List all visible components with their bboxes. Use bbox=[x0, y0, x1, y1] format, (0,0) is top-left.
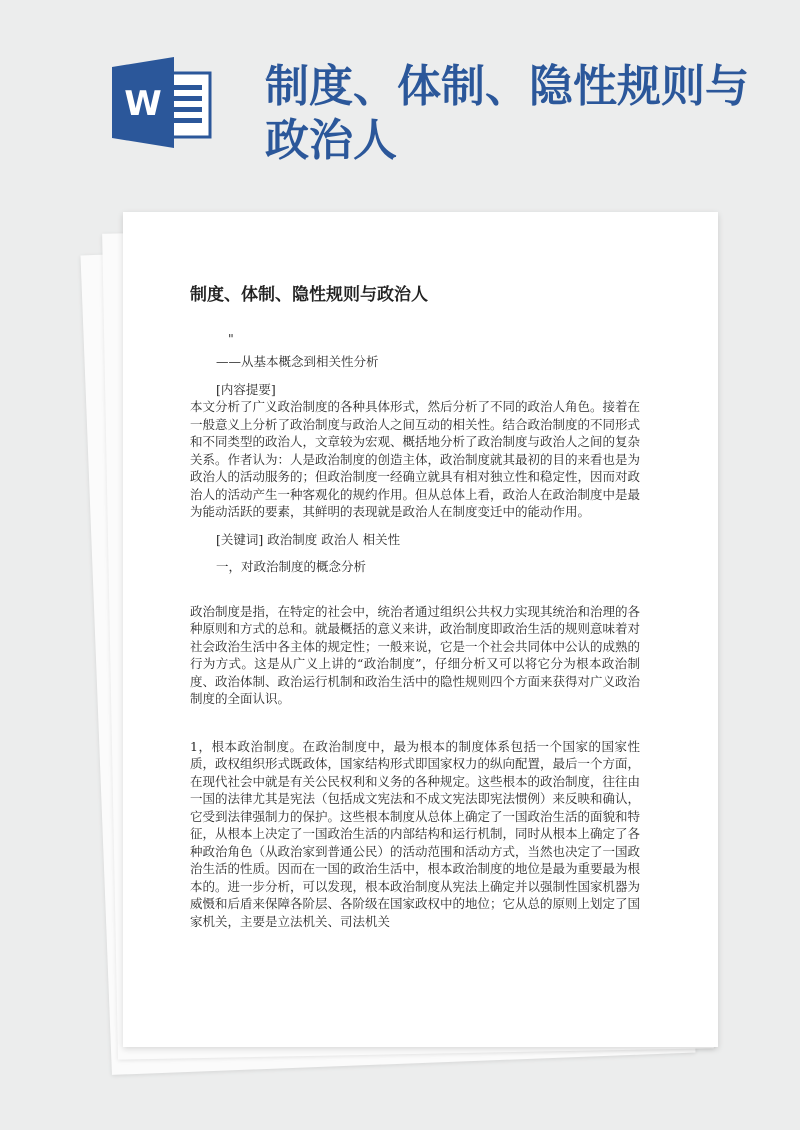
header-title: 制度、体制、隐性规则与政治人 bbox=[265, 61, 749, 166]
abstract-paragraph: 本文分析了广义政治制度的各种具体形式，然后分析了不同的政治人角色。接着在一般意义上分析了政治制度与政治人之间互动的相关性。结合政治制度的不同形式和不同类型的政治人，文章较为宏观、概括地分析了政治制度与政治人之间的复杂关系。作者认为：人是政治制度的创造主体，政治制度就其最初的目的来看也是为政治人的活动服务的；但政治制度一经确立就具有相对独立性和稳定性，因而对政治人的活动产生一种客观化的规约作用。但从总体上看，政治人在政治制度中是最为能动活跃的要素，其鲜明的表现就是政治人在制度变迁中的能动作用。 bbox=[190, 399, 641, 519]
word-doc-icon bbox=[112, 55, 222, 150]
abstract-label: [内容提要] bbox=[216, 381, 276, 397]
quote-mark: " bbox=[228, 331, 234, 346]
document-subtitle: ——从基本概念到相关性分析 bbox=[216, 354, 379, 369]
body-paragraph-1: 政治制度是指，在特定的社会中，统治者通过组织公共权力实现其统治和治理的各种原则和方式的总和。就最概括的意义来讲，政治制度即政治生活的规则意味着对社会政治生活中各主体的规定性；一般来说，它是一个社会共同体中公认的成熟的行为方式。这是从广义上讲的“政治制度”，仔细分析又可以将它分为根本政治制度、政治体制、政治运行机制和政治生活中的隐性规则四个方面来获得对广义政治制度的全面认识。 bbox=[190, 603, 641, 706]
section-heading: 一，对政治制度的概念分析 bbox=[216, 559, 367, 574]
keywords-line: [关键词] 政治制度 政治人 相关性 bbox=[216, 531, 401, 547]
document-title: 制度、体制、隐性规则与政治人 bbox=[190, 285, 428, 305]
word-icon-letter: W bbox=[124, 84, 162, 124]
document-body bbox=[190, 283, 640, 930]
body-paragraph-2: 1，根本政治制度。在政治制度中，最为根本的制度体系包括一个国家的国家性质，政权组织形式既政体，国家结构形式即国家权力的纵向配置，最后一个方面，在现代社会中就是有关公民权利和义务的各种规定。这些根本的政治制度，往往由一国的法律尤其是宪法（包括成文宪法和不成文宪法即宪法惯例）来反映和确认，它受到法律强制力的保护。这些根本制度从总体上确定了一国政治生活的面貌和特征，从根本上决定了一国政治生活的内部结构和运行机制，同时从根本上确定了各种政治角色（从政治家到普通公民）的活动范围和活动方式，当然也决定了一国政治生活的性质。因而在一国的政治生活中，根本政治制度的地位是最为重要最为根本的。进一步分析，可以发现，根本政治制度从宪法上确定并以强制性国家机器为威慑和后盾来保障各阶层、各阶级在国家政权中的地位；它从总的原则上划定了国家机关，主要是立法机关、司法机关 bbox=[190, 738, 641, 929]
